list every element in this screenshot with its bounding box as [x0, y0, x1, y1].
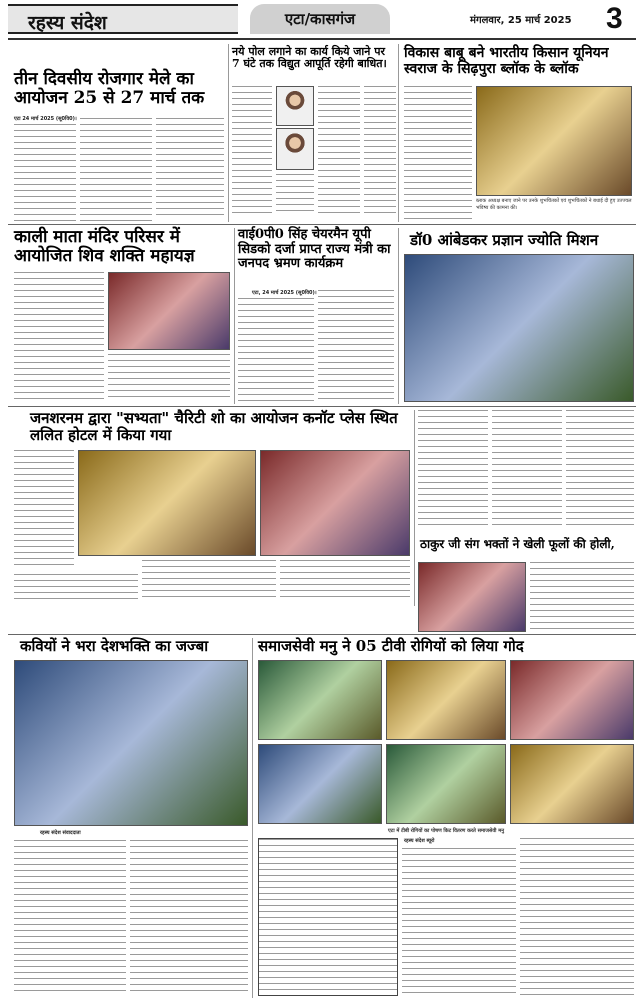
photo-tb-4 — [258, 744, 382, 824]
column-divider — [228, 44, 229, 222]
section-rule — [8, 634, 636, 635]
article-text-holi — [530, 562, 634, 632]
article-text-tb-col1 — [402, 848, 516, 996]
section-rule — [8, 406, 636, 407]
caption-kisan-union: ब्लाक अध्यक्ष बनाए जाने पर उनके शुभचिंतकों एवं शुभचिंतकों ने बधाई दी हुए उज्ज्वल भविष्य की कामना की। — [476, 198, 632, 211]
portrait-photo-2 — [276, 128, 314, 170]
headline-charity-show: जनशरनम द्वारा "सभ्यता" चैरिटी शो का आयोजन कनॉट प्लेस स्थित ललित होटल में किया गया — [30, 409, 398, 444]
section-rule — [8, 224, 636, 225]
article-text-power-col2 — [276, 174, 314, 214]
brand-banner — [8, 4, 238, 34]
article-text-charity-col4 — [280, 560, 410, 602]
headline-yp-singh: वाई0पी0 सिंह चेयरमैन यूपी सिडको दर्जा प्राप्त राज्य मंत्री का जनपद भ्रमण कार्यक्रम — [238, 227, 391, 272]
photo-charity-show-1 — [78, 450, 256, 556]
article-text-power-col3 — [318, 86, 360, 214]
article-text-kavi-col1 — [14, 840, 126, 996]
photo-kisan-union — [476, 86, 632, 196]
article-text-kisan — [404, 86, 472, 222]
article-text-yp-col2 — [318, 290, 394, 402]
photo-charity-show-2 — [260, 450, 410, 556]
byline-kavi-sammelan: रहस्य संदेश संवाददाता — [40, 830, 81, 836]
byline-job-fair: एटा 24 मार्च 2025 (सू0वि0)। — [14, 116, 77, 122]
brand-title: रहस्य संदेश — [28, 12, 107, 34]
article-text-ambedkar-col1 — [418, 410, 488, 530]
page-number: 3 — [606, 2, 623, 35]
masthead-rule — [8, 38, 636, 40]
column-divider — [398, 228, 399, 404]
article-text-yp-col1 — [238, 298, 314, 402]
caption-tb-photos: एटा में टीबी रोगियों का पोषण किट वितरण करते समाजसेवी मनु — [388, 828, 504, 834]
photo-kavi-sammelan — [14, 660, 248, 826]
column-divider — [234, 228, 235, 404]
byline-yp-singh: एटा, 24 मार्च 2025 (सू0वि0)। — [252, 290, 317, 296]
headline-power-cut: नये पोल लगाने का कार्य किये जाने पर 7 घंटे तक विद्युत आपूर्ति रहेगी बाधित। — [232, 45, 387, 71]
photo-tb-6 — [510, 744, 634, 824]
headline-ambedkar-mission: डॉ0 आंबेडकर प्रज्ञान ज्योति मिशन — [410, 231, 599, 249]
column-divider — [252, 638, 253, 998]
photo-tb-2 — [386, 660, 506, 740]
headline-shiv-shakti: काली माता मंदिर परिसर में आयोजित शिव शक्ति महायज्ञ — [14, 227, 195, 267]
headline-phoolon-ki-holi: ठाकुर जी संग भक्तों ने खेली फूलों की होली, — [420, 537, 615, 551]
article-text-kavi-col2 — [130, 840, 248, 996]
article-text-charity-col1 — [14, 450, 74, 570]
article-text-shiv-col2 — [108, 354, 230, 402]
article-text-ambedkar-col3 — [566, 410, 634, 530]
photo-tb-3 — [510, 660, 634, 740]
photo-tb-5 — [386, 744, 506, 824]
photo-ambedkar-mission — [404, 254, 634, 402]
photo-phoolon-ki-holi — [418, 562, 526, 632]
byline-tb-adoption: रहस्य संदेश ब्यूरो — [404, 838, 435, 844]
section-title: एटा/कासगंज — [284, 10, 356, 28]
headline-tb-adoption: समाजसेवी मनु ने 05 टीवी रोगियों को लिया गोद — [258, 637, 524, 655]
article-text-power-col4 — [364, 86, 396, 214]
column-divider — [414, 410, 415, 606]
column-divider — [398, 44, 399, 222]
headline-kisan-union: विकास बाबू बने भारतीय किसान यूनियन स्वराज के सिढ़पुरा ब्लॉक के ब्लॉक — [404, 45, 609, 77]
headline-kavi-sammelan: कवियों ने भरा देशभक्ति का जज्बा — [20, 637, 209, 655]
masthead — [0, 0, 644, 38]
article-text-shiv-col1 — [14, 272, 104, 402]
photo-tb-1 — [258, 660, 382, 740]
article-text-job-fair-col1 — [14, 124, 76, 222]
article-text-ambedkar-col2 — [492, 410, 562, 530]
highlight-box-tb — [258, 838, 398, 996]
article-text-charity-col2 — [14, 574, 138, 602]
photo-shiv-shakti — [108, 272, 230, 350]
section-tab — [250, 4, 390, 34]
issue-date: मंगलवार, 25 मार्च 2025 — [470, 15, 572, 26]
article-text-charity-col3 — [142, 560, 276, 602]
article-text-power-col1 — [232, 86, 272, 214]
article-text-tb-col2 — [520, 838, 634, 996]
article-text-job-fair-col3 — [156, 118, 224, 218]
article-text-job-fair-col2 — [80, 118, 152, 222]
headline-job-fair: तीन दिवसीय रोजगार मेले का आयोजन 25 से 27 मार्च तक — [14, 69, 205, 109]
portrait-photo-1 — [276, 86, 314, 126]
